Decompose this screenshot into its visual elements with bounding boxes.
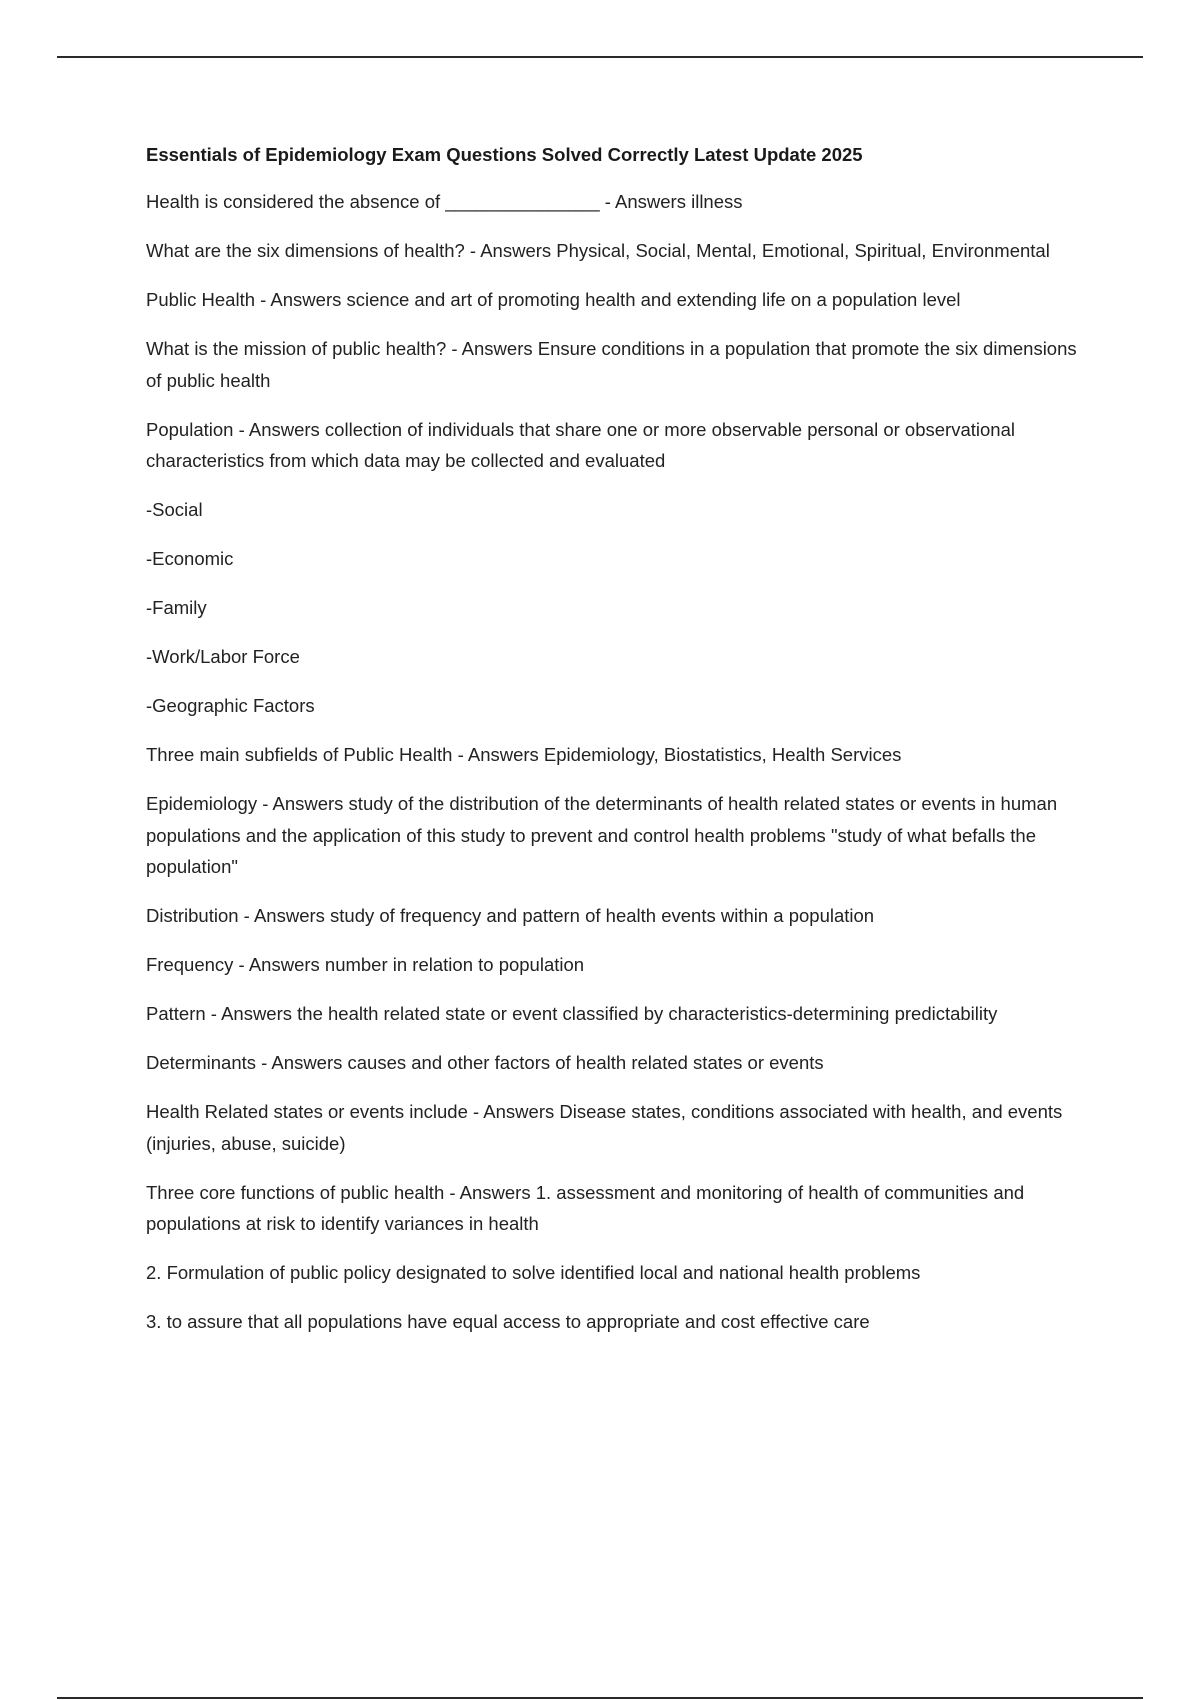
paragraph: Epidemiology - Answers study of the distribution of the determinants of health related states or events in human populations and the application of this study to prevent and control health problems "study of what befalls the population" [146,793,1058,877]
paragraph: 2. Formulation of public policy designated to solve identified local and national health problems [146,1262,921,1283]
paragraph: Frequency - Answers number in relation to population [146,954,585,975]
list-item: -Social [146,499,203,520]
list-item: -Geographic Factors [146,695,315,716]
paragraph: Three main subfields of Public Health - Answers Epidemiology, Biostatistics, Health Services [146,744,902,765]
paragraph: What are the six dimensions of health? - Answers Physical, Social, Mental, Emotional, Spiritual, Environmental [146,240,1050,261]
document-body [146,140,1096,1355]
footer-rule [57,1697,1143,1699]
paragraph: Determinants - Answers causes and other factors of health related states or events [146,1052,824,1073]
paragraph: Population - Answers collection of individuals that share one or more observable personal or observational characteristics from which data may be collected and evaluated [146,418,1015,471]
paragraph: Distribution - Answers study of frequency and pattern of health events within a population [146,905,875,926]
header-rule [57,56,1143,58]
list-item: -Work/Labor Force [146,646,300,667]
paragraph: Public Health - Answers science and art of promoting health and extending life on a population level [146,289,961,310]
paragraph: What is the mission of public health? - Answers Ensure conditions in a population that promote the six dimensions of public health [146,338,1077,391]
paragraph: Pattern - Answers the health related state or event classified by characteristics-determining predictability [146,1003,998,1024]
paragraph: Health Related states or events include - Answers Disease states, conditions associated with health, and events (injuries, abuse, suicide) [146,1101,1063,1154]
paragraph: 3. to assure that all populations have equal access to appropriate and cost effective care [146,1311,870,1332]
document-title: Essentials of Epidemiology Exam Questions Solved Correctly Latest Update 2025 [146,144,863,165]
paragraph: Health is considered the absence of _______________ - Answers illness [146,191,743,212]
paragraph: Three core functions of public health - Answers 1. assessment and monitoring of health of communities and populations at risk to identify variances in health [146,1181,1025,1234]
list-item: -Economic [146,548,234,569]
list-item: -Family [146,597,207,618]
